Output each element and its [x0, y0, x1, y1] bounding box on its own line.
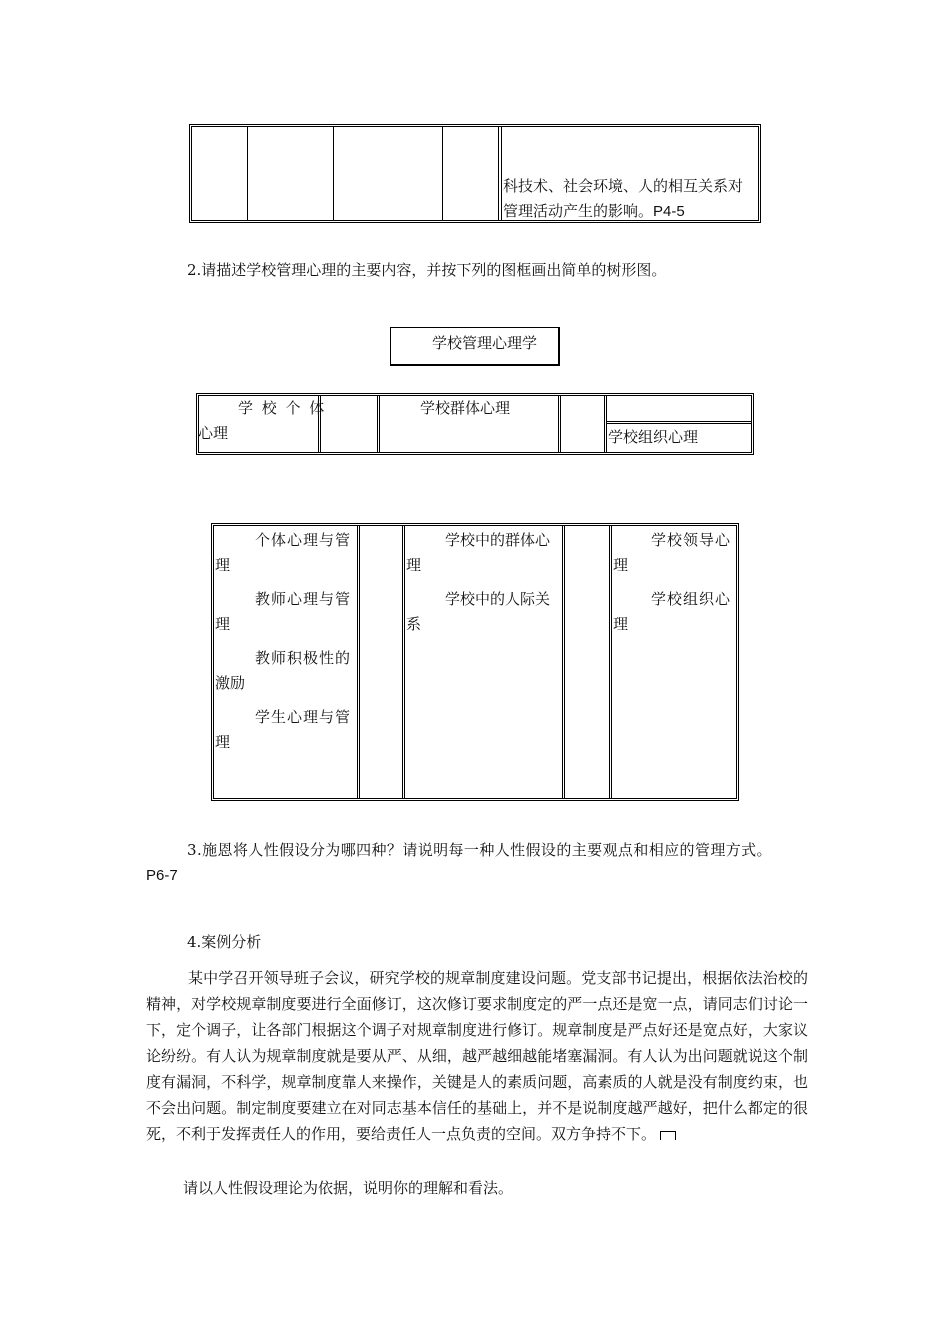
tree-level1-group: 学校群体心理	[420, 399, 511, 417]
tree-level2-col3-item2-line2: 理	[613, 615, 629, 633]
question-2: 2.请描述学校管理心理的主要内容，并按下列的图框画出简单的树形图。	[187, 261, 667, 279]
tree-level1-divider	[379, 396, 380, 452]
tree-level1-divider	[606, 396, 607, 452]
tree-level2-col2-item1-line1: 学校中的群体心	[445, 531, 551, 549]
tree-level2-col1-item1-line1: 个体心理与管	[255, 531, 352, 549]
tree-level1-divider	[558, 396, 559, 452]
tree-root-label: 学校管理心理学	[432, 334, 538, 352]
tree-level1-individual-line1: 学 校 个 体	[238, 399, 327, 417]
top-table-divider	[247, 127, 248, 220]
bracket-mark-icon	[660, 1131, 676, 1140]
tree-level2-col1-item4-line2: 理	[215, 733, 231, 751]
tree-level2-col3-item1-line1: 学校领导心	[651, 531, 732, 549]
tree-level1-divider	[377, 396, 378, 452]
case-paragraph	[146, 965, 808, 1147]
top-table-divider	[442, 127, 443, 220]
tree-level1-divider	[560, 396, 561, 452]
tree-level2-divider	[609, 526, 610, 798]
top-table-cell-line2: 管理活动产生的影响。P4-5	[503, 203, 685, 220]
tree-level2-divider	[357, 526, 358, 798]
tree-level2-col1-item1-line2: 理	[215, 556, 231, 574]
top-table-cell-line1: 科技术、社会环境、人的相互关系对	[503, 177, 744, 195]
tree-level2-divider	[404, 526, 405, 798]
tree-level2-col1-item3-line2: 激励	[215, 674, 246, 692]
question-4-title: 4.案例分析	[187, 933, 262, 951]
tree-level2-divider	[359, 526, 360, 798]
tree-level2-divider	[562, 526, 563, 798]
tree-level2-col1-item3-line1: 教师积极性的	[255, 649, 352, 667]
tree-level2-col2-item2-line2: 系	[406, 615, 422, 633]
final-question: 请以人性假设理论为依据，说明你的理解和看法。	[183, 1179, 514, 1197]
tree-level2-divider	[611, 526, 612, 798]
tree-level2-divider	[402, 526, 403, 798]
tree-level2-col2-item1-line2: 理	[406, 556, 422, 574]
case-paragraph-text: 某中学召开领导班子会议，研究学校的规章制度建设问题。党支部书记提出，根据依法治校的精神，对学校规章制度要进行全面修订，这次修订要求制度定的严一点还是宽一点，请同志们讨论一下，定个调子，让各部门根据这个调子对规章制度进行修订。规章制度是严点好还是宽点好，大家议论纷纷。有人认为规章制度就是要从严、从细，越严越细越能堵塞漏洞。有人认为出问题就说这个制度有漏洞，不科学，规章制度靠人来操作，关键是人的素质问题，高素质的人就是没有制度约束，也不会出问题。制定制度要建立在对同志基本信任的基础上，并不是说制度越严越好，把什么都定的很死，不利于发挥责任人的作用，要给责任人一点负责的空间。双方争持不下。	[146, 969, 808, 1143]
tree-level1-individual-line2: 心理	[198, 424, 229, 442]
tree-level2-col2-item2-line1: 学校中的人际关	[445, 590, 551, 608]
tree-level2-col3-item1-line2: 理	[613, 556, 629, 574]
tree-level2-col1-item2-line2: 理	[215, 615, 231, 633]
tree-level1-divider	[604, 396, 605, 452]
tree-level2-col1-item4-line1: 学生心理与管	[255, 708, 352, 726]
tree-level2-col1-item2-line1: 教师心理与管	[255, 590, 352, 608]
top-table-divider	[501, 127, 502, 220]
tree-level1-inner-line	[606, 421, 751, 422]
tree-level2-col3-item2-line1: 学校组织心	[651, 590, 732, 608]
top-table-divider	[498, 127, 499, 220]
tree-level1-inner-line	[606, 423, 751, 424]
question-3-line2: P6-7	[146, 867, 178, 884]
question-3-line1: 3.施恩将人性假设分为哪四种？请说明每一种人性假设的主要观点和相应的管理方式。	[187, 841, 772, 859]
tree-level1-organization: 学校组织心理	[608, 428, 699, 446]
tree-level2-divider	[564, 526, 565, 798]
top-table-divider	[333, 127, 334, 220]
